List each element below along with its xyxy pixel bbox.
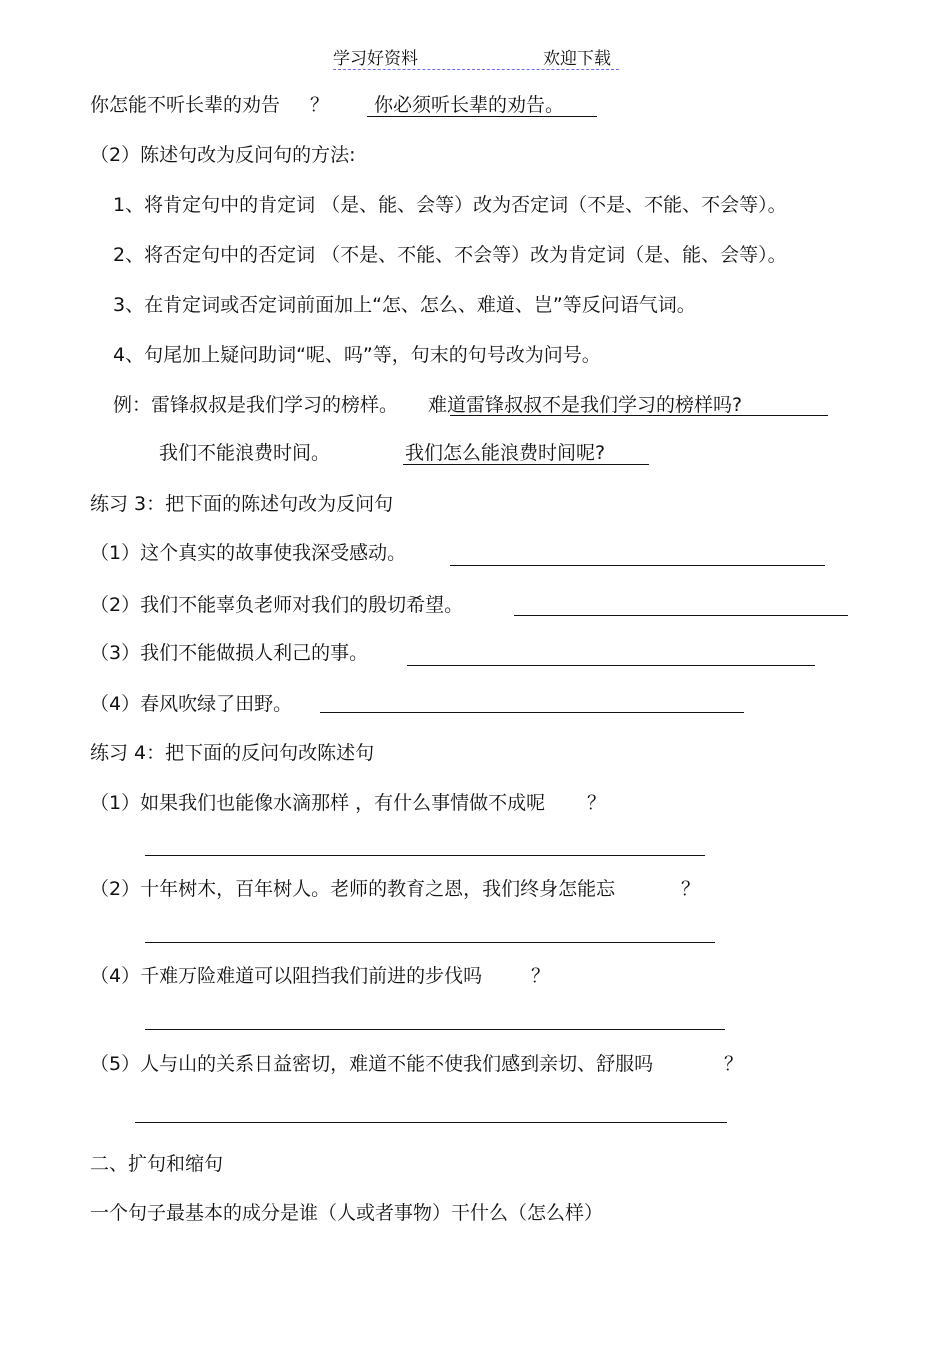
exercise4-item-2-qmark: ？ <box>681 878 701 900</box>
exercise4-item-3: （4）千难万险难道可以阻挡我们前进的步伐吗 <box>90 965 483 987</box>
exercise3-title: 练习 3：把下面的陈述句改为反问句 <box>90 493 394 515</box>
example-answer-underline <box>367 116 597 117</box>
method-example-2-prefix: 我们不能浪费时间。 <box>159 442 331 464</box>
example-question: 你怎能不听长辈的劝告 <box>90 94 281 116</box>
header-left: 学习好资料 <box>333 49 418 69</box>
method-example-1-prefix: 例：雷锋叔叔是我们学习的榜样。 <box>113 394 399 416</box>
section2-line-1: 一个句子最基本的成分是谁（人或者事物）干什么（怎么样） <box>90 1202 604 1224</box>
exercise3-answer-line-2[interactable] <box>514 615 848 616</box>
method-example-2-answer: 我们怎么能浪费时间呢? <box>405 442 606 464</box>
method-step-3: 3、在肯定词或否定词前面加上“怎、怎么、难道、岂”等反问语气词。 <box>113 294 696 316</box>
method-step-4: 4、句尾加上疑问助词“呢、吗”等，句末的句号改为问号。 <box>113 344 601 366</box>
exercise3-answer-line-1[interactable] <box>450 565 825 566</box>
example-answer: 你必须听长辈的劝告。 <box>374 94 565 116</box>
method-example-1-answer: 难道雷锋叔叔不是我们学习的榜样吗? <box>428 394 743 416</box>
method-step-2: 2、将否定句中的否定词 （不是、不能、不会等）改为肯定词（是、能、会等）。 <box>113 244 787 266</box>
exercise4-answer-line-4[interactable] <box>135 1122 727 1123</box>
method-example-2-underline <box>403 464 649 465</box>
exercise4-item-3-qmark: ？ <box>531 965 551 987</box>
exercise4-item-4-qmark: ？ <box>724 1053 744 1075</box>
header-divider <box>333 69 619 70</box>
header-right: 欢迎下载 <box>543 49 611 69</box>
exercise3-item-2: （2）我们不能辜负老师对我们的殷切希望。 <box>90 594 464 616</box>
exercise4-item-1-qmark: ？ <box>587 792 607 814</box>
exercise4-answer-line-1[interactable] <box>145 855 705 856</box>
method-title: （2）陈述句改为反问句的方法: <box>90 144 356 166</box>
method-example-1-underline <box>450 415 828 416</box>
exercise3-item-3: （3）我们不能做损人利己的事。 <box>90 642 369 664</box>
example-question-mark: ？ <box>310 94 330 116</box>
exercise4-item-2: （2）十年树木，百年树人。老师的教育之恩，我们终身怎能忘 <box>90 878 616 900</box>
exercise3-item-1: （1）这个真实的故事使我深受感动。 <box>90 542 407 564</box>
exercise4-item-1: （1）如果我们也能像水滴那样 ，有什么事情做不成呢 <box>90 792 546 814</box>
exercise4-item-4: （5）人与山的关系日益密切，难道不能不使我们感到亲切、舒服吗 <box>90 1053 654 1075</box>
exercise3-item-4: （4）春风吹绿了田野。 <box>90 693 293 715</box>
method-step-1: 1、将肯定句中的肯定词 （是、能、会等）改为否定词（不是、不能、不会等）。 <box>113 194 787 216</box>
exercise3-answer-line-4[interactable] <box>320 712 744 713</box>
exercise4-title: 练习 4：把下面的反问句改陈述句 <box>90 742 375 764</box>
section2-title: 二、扩句和缩句 <box>90 1153 224 1175</box>
exercise3-answer-line-3[interactable] <box>407 665 815 666</box>
exercise4-answer-line-3[interactable] <box>145 1029 725 1030</box>
exercise4-answer-line-2[interactable] <box>145 942 715 943</box>
